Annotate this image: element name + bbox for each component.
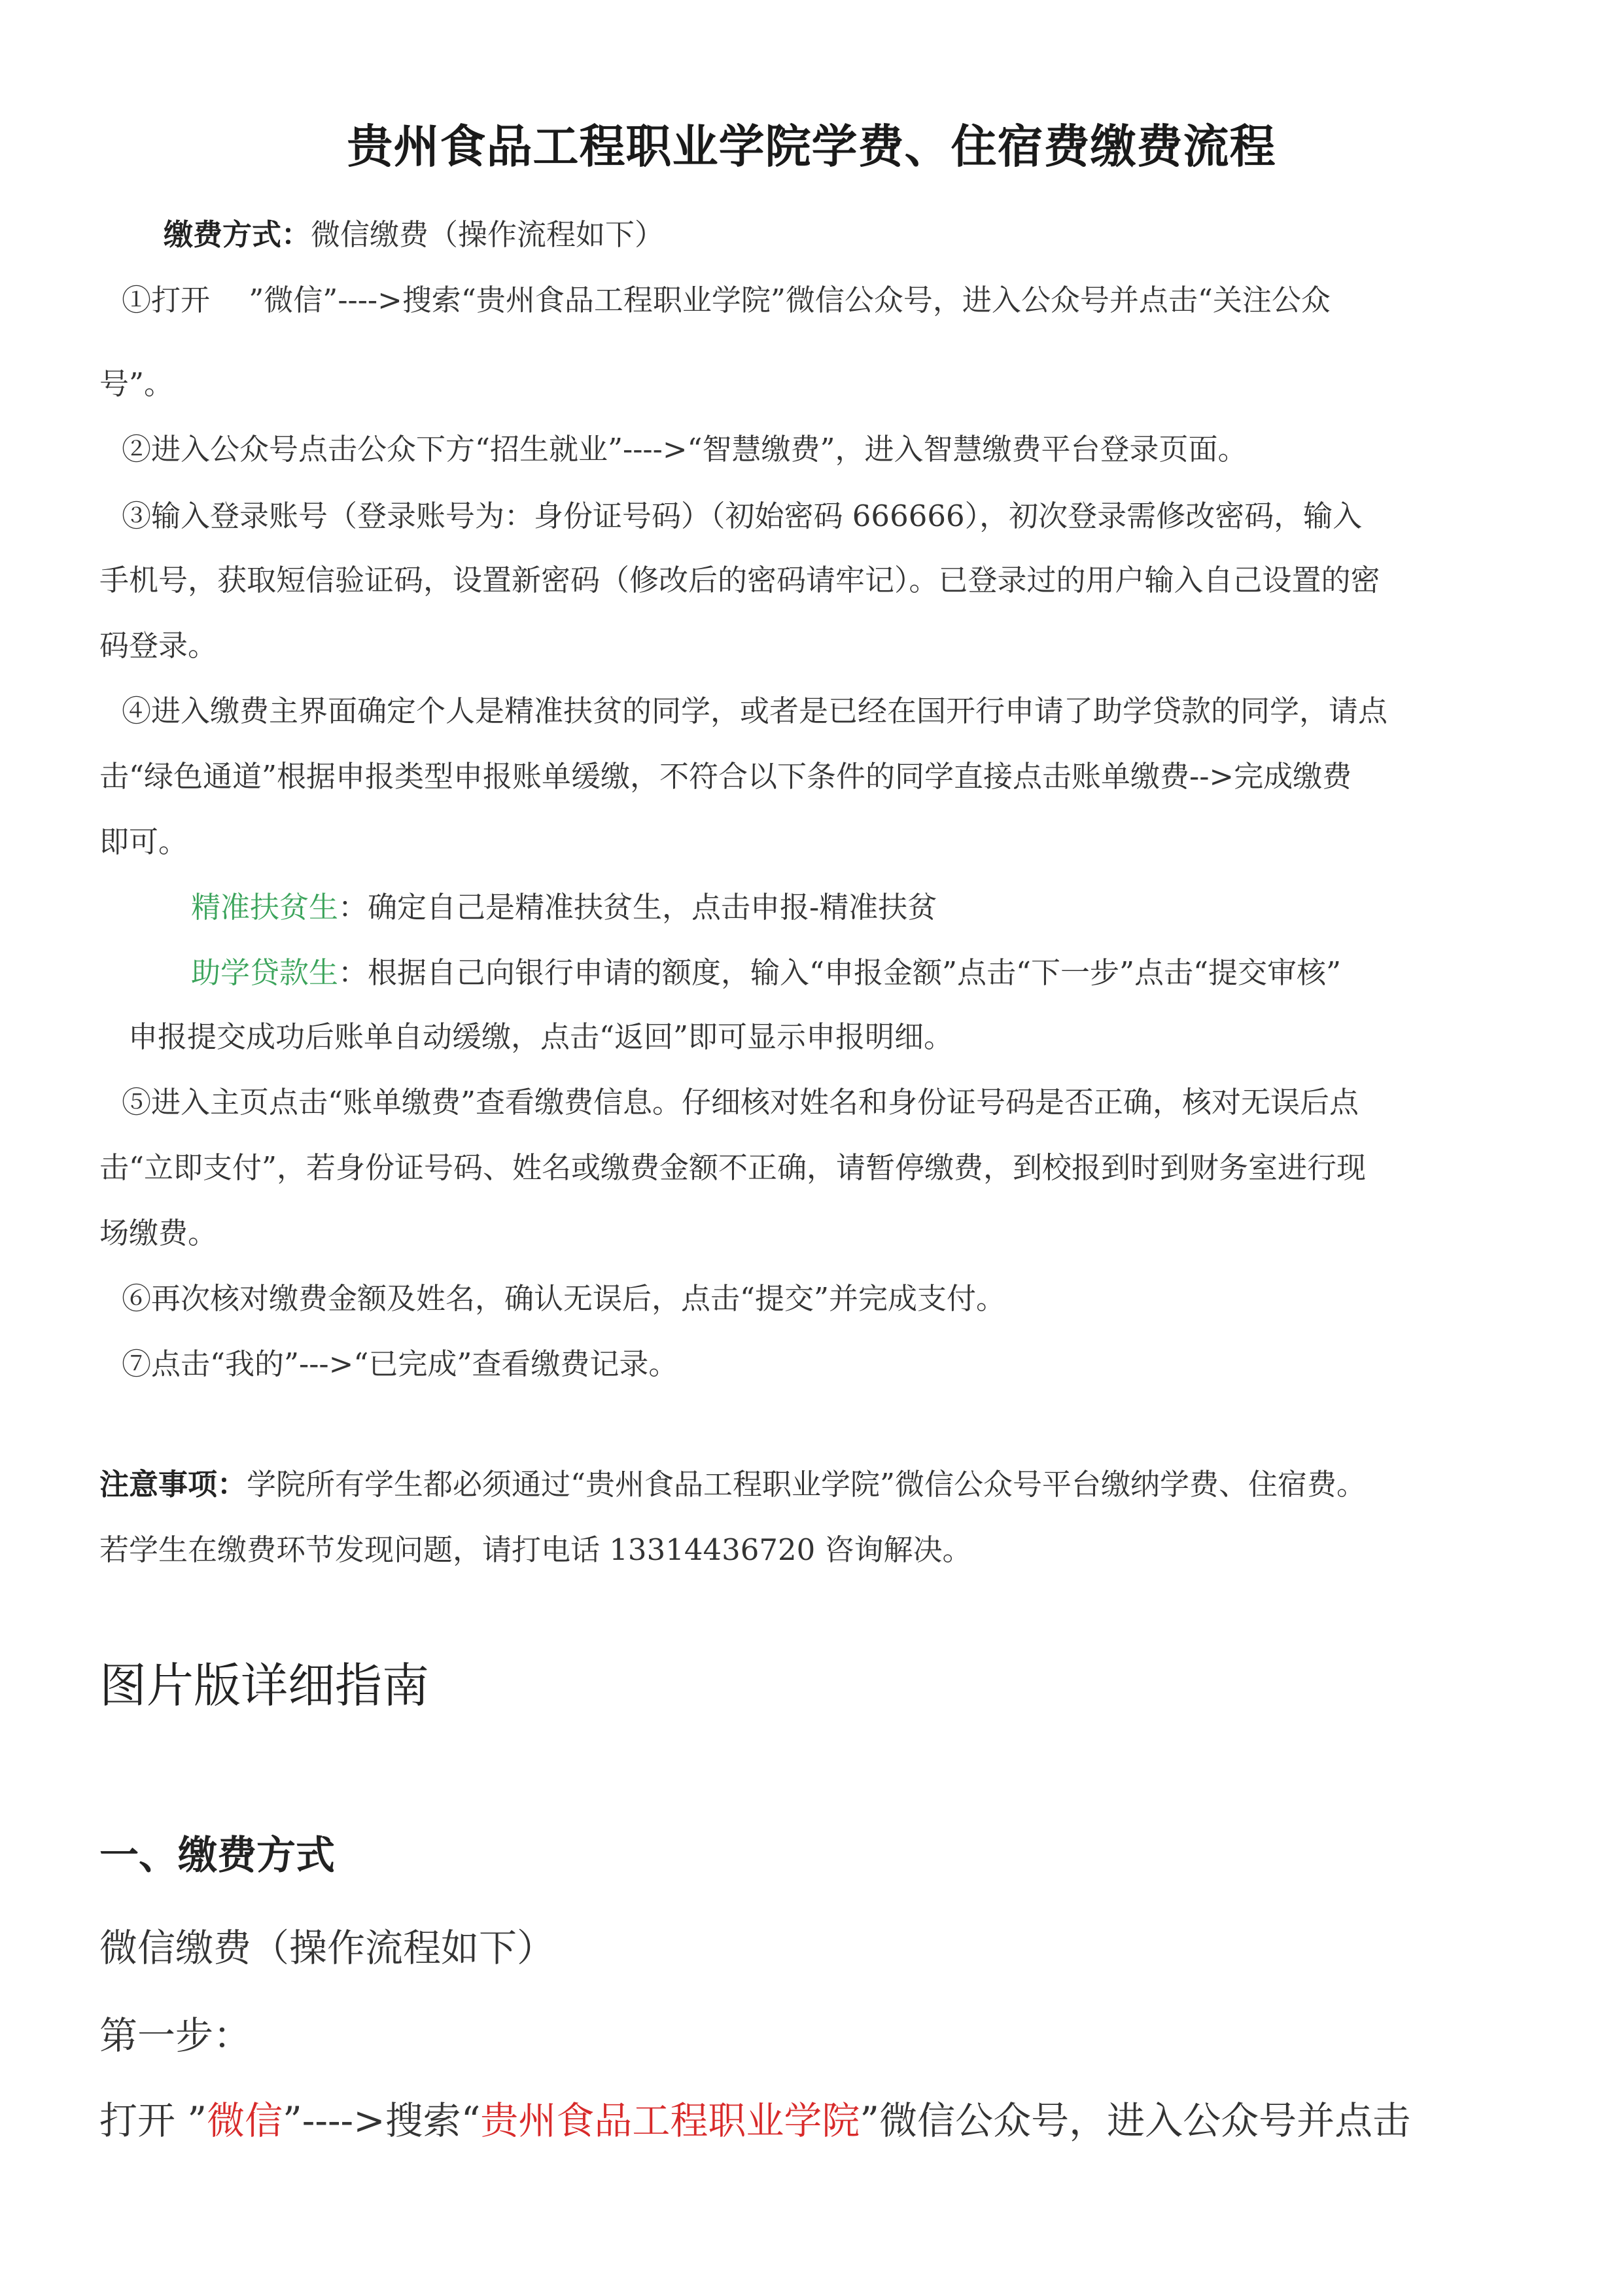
payment-method-label: 缴费方式： xyxy=(164,217,311,252)
loan-student-line-b: 申报提交成功后账单自动缓缴，点击“返回”即可显示申报明细。 xyxy=(128,1019,954,1054)
step-5-line-c: 场缴费。 xyxy=(99,1216,218,1250)
page-title: 贵州食品工程职业学院学费、住宿费缴费流程 xyxy=(347,119,1276,173)
guide-step-1-pre: 打开 ” xyxy=(99,2098,207,2143)
payment-method-line xyxy=(164,211,664,253)
loan-student-text: ：根据自己向银行申请的额度，输入“申报金额”点击“下一步”点击“提交审核” xyxy=(338,955,1342,990)
poverty-student-text: ：确定自己是精准扶贫生，点击申报-精准扶贫 xyxy=(338,890,937,925)
notice-text-a: 学院所有学生都必须通过“贵州食品工程职业学院”微信公众号平台缴纳学费、住宿费。 xyxy=(247,1467,1367,1502)
step-5-line-a: ⑤进入主页点击“账单缴费”查看缴费信息。仔细核对姓名和身份证号码是否正确，核对无误后点 xyxy=(122,1085,1359,1120)
step-1-line-b: 号”。 xyxy=(99,366,174,401)
step-3-line-c: 码登录。 xyxy=(99,628,218,663)
guide-step-1-wechat: 微信 xyxy=(207,2098,283,2143)
step-7-line: ⑦点击“我的”--->“已完成”查看缴费记录。 xyxy=(122,1347,678,1381)
section-1-heading: 一、缴费方式 xyxy=(99,1833,335,1879)
notice-label: 注意事项： xyxy=(99,1467,247,1502)
step-1-line-a: ①打开 ”微信”---->搜索“贵州食品工程职业学院”微信公众号，进入公众号并点击“关注公众 xyxy=(122,283,1331,317)
step-4-line-c: 即可。 xyxy=(99,824,188,859)
guide-method-line: 微信缴费（操作流程如下） xyxy=(99,1926,555,1970)
step-4-line-b: 击“绿色通道”根据申报类型申报账单缓缴，不符合以下条件的同学直接点击账单缴费-->完成缴费 xyxy=(99,759,1352,794)
guide-step-1-school: 贵州食品工程职业学院 xyxy=(480,2098,860,2143)
guide-step-1-mid: ”---->搜索“ xyxy=(283,2098,481,2143)
step-5-line-b: 击“立即支付”，若身份证号码、姓名或缴费金额不正确，请暂停缴费，到校报到时到财务室进行现 xyxy=(99,1150,1367,1185)
step-6-line: ⑥再次核对缴费金额及姓名，确认无误后，点击“提交”并完成支付。 xyxy=(122,1281,1006,1316)
guide-step-1-post: ”微信公众号，进入公众号并点击 xyxy=(860,2098,1411,2143)
step-3-line-b: 手机号，获取短信验证码，设置新密码（修改后的密码请牢记）。已登录过的用户输入自己设置的密 xyxy=(99,563,1380,597)
poverty-student-line xyxy=(191,883,937,926)
notice-line-b: 若学生在缴费环节发现问题，请打电话 13314436720 咨询解决。 xyxy=(99,1532,972,1567)
step-3-line-a: ③输入登录账号（登录账号为：身份证号码）（初始密码 666666），初次登录需修改密码，输入 xyxy=(122,499,1363,533)
notice-line-a xyxy=(99,1460,1366,1503)
poverty-student-label: 精准扶贫生 xyxy=(191,890,339,925)
step-2-line: ②进入公众号点击公众下方“招生就业”---->“智慧缴费”，进入智慧缴费平台登录页面。 xyxy=(122,432,1248,467)
loan-student-line xyxy=(191,949,1341,991)
payment-method-value: 微信缴费（操作流程如下） xyxy=(311,217,665,252)
guide-heading: 图片版详细指南 xyxy=(99,1658,430,1713)
loan-student-label: 助学贷款生 xyxy=(191,955,339,990)
guide-step-1-line xyxy=(99,2090,1410,2145)
guide-step-1-label: 第一步： xyxy=(99,2013,252,2058)
step-4-line-a: ④进入缴费主界面确定个人是精准扶贫的同学，或者是已经在国开行申请了助学贷款的同学，请点 xyxy=(122,694,1388,728)
